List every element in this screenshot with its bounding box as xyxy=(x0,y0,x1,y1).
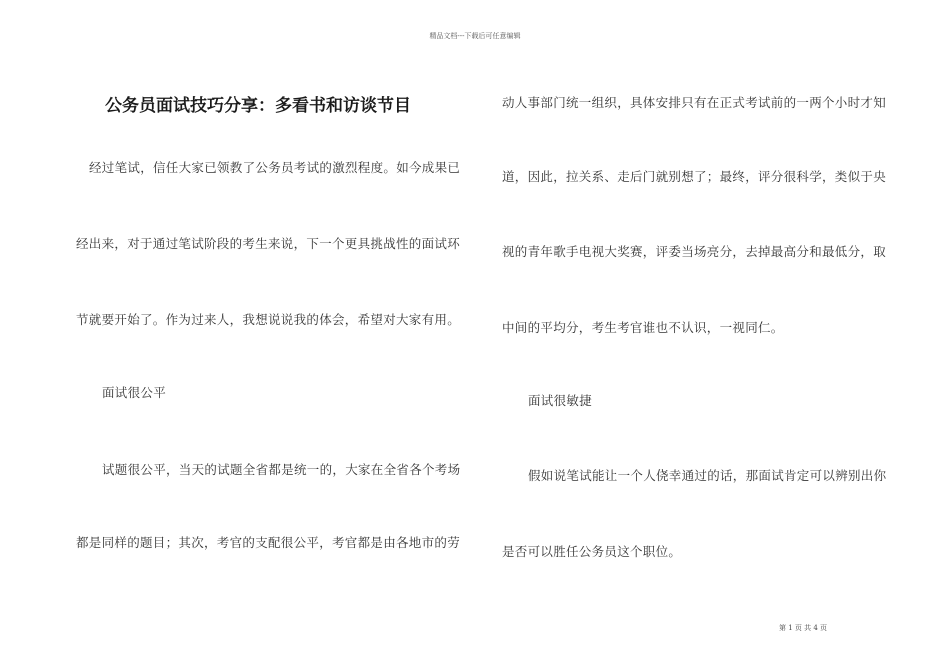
paragraph-line: 是否可以胜任公务员这个职位。 xyxy=(502,544,682,559)
paragraph-line: 假如说笔试能让一个人侥幸通过的话，那面试肯定可以辨别出你 xyxy=(528,468,887,483)
header-note: 精品文档---下载后可任意编辑 xyxy=(429,32,521,40)
paragraph-line: 经出来，对于通过笔试阶段的考生来说，下一个更具挑战性的面试环 xyxy=(76,236,461,251)
page-number: 第 1 页 共 4 页 xyxy=(779,624,828,632)
paragraph-line: 试题很公平，当天的试题全省都是统一的，大家在全省各个考场 xyxy=(102,462,461,477)
paragraph-line: 经过笔试，信任大家已领教了公务员考试的激烈程度。如今成果已 xyxy=(89,160,461,175)
section-heading: 面试很公平 xyxy=(102,385,167,400)
paragraph-line: 道，因此，拉关系、走后门就别想了；最终，评分很科学，类似于央 xyxy=(502,169,887,184)
paragraph-line: 动人事部门统一组织，具体安排只有在正式考试前的一两个小时才知 xyxy=(502,95,887,110)
paragraph-line: 中间的平均分，考生考官谁也不认识，一视同仁。 xyxy=(502,320,784,335)
paragraph-line: 视的青年歌手电视大奖赛，评委当场亮分，去掉最高分和最低分，取 xyxy=(502,244,887,259)
paragraph-line: 都是同样的题目；其次，考官的支配很公平，考官都是由各地市的劳 xyxy=(76,535,461,550)
article-title: 公务员面试技巧分享：多看书和访谈节目 xyxy=(105,96,411,116)
paragraph-line: 节就要开始了。作为过来人，我想说说我的体会，希望对大家有用。 xyxy=(76,312,461,327)
section-heading: 面试很敏捷 xyxy=(528,393,593,408)
